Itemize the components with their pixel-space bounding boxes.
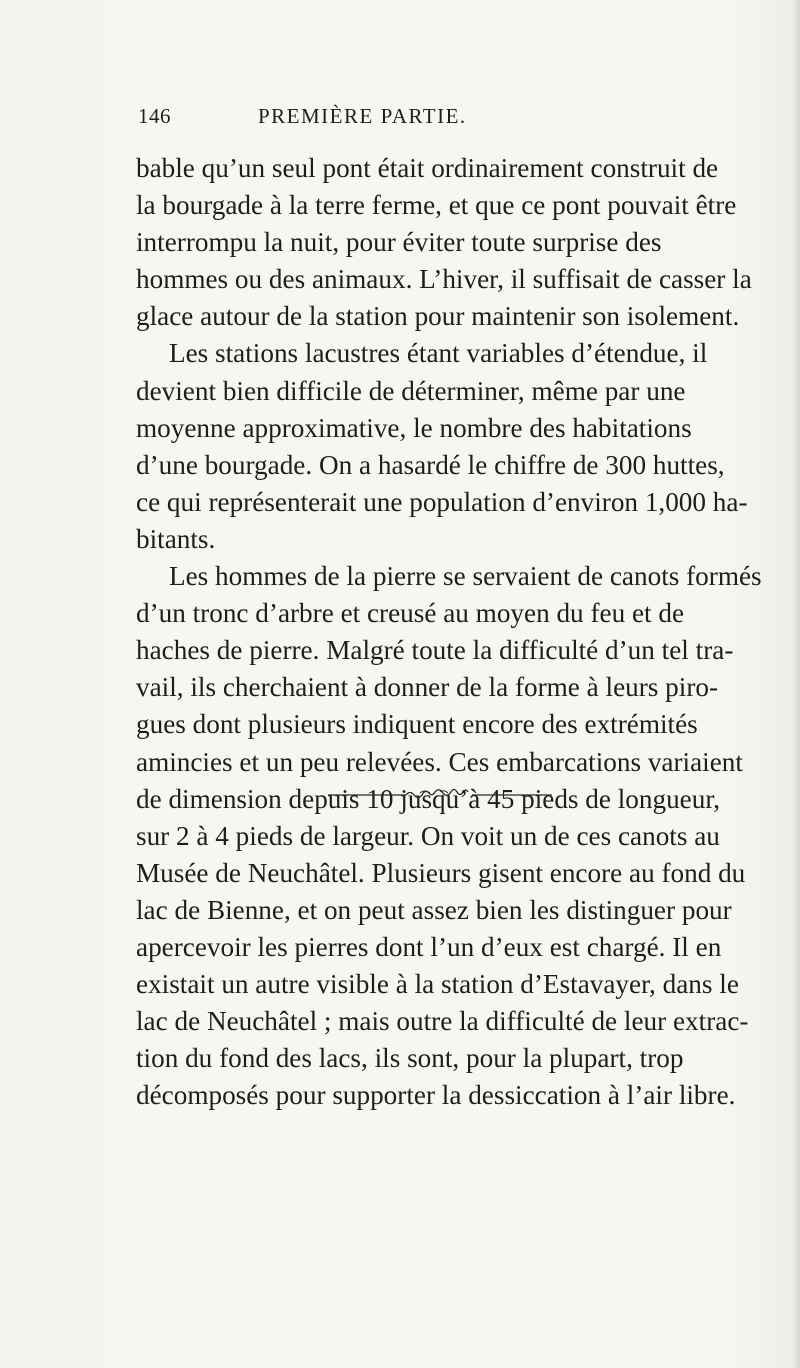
text-line: moyenne approximative, le nombre des habitations [136, 412, 692, 443]
text-line: vail, ils cherchaient à donner de la forme à leurs piro- [136, 672, 719, 703]
text-line: de dimension depuis 10 jusqu’à 45 pieds de longueur, [136, 783, 721, 814]
body-text [136, 150, 762, 1114]
text-line: bitants. [136, 523, 216, 554]
text-line: Musée de Neuchâtel. Plusieurs gisent encore au fond du [136, 857, 746, 888]
text-line: apercevoir les pierres dont l’un d’eux est chargé. Il en [136, 931, 722, 962]
tailpiece-ornament-icon [328, 788, 552, 802]
text-line: hommes ou des animaux. L’hiver, il suffisait de casser la [136, 264, 752, 295]
text-line: amincies et un peu relevées. Ces embarcations variaient [136, 746, 743, 777]
text-line: gues dont plusieurs indiquent encore des extrémités [136, 709, 698, 740]
text-line: d’une bourgade. On a hasardé le chiffre de 300 huttes, [136, 449, 725, 480]
running-head: PREMIÈRE PARTIE. [258, 104, 467, 128]
text-line: devient bien difficile de déterminer, même par une [136, 375, 686, 406]
text-line: ce qui représenterait une population d’environ 1,000 ha- [136, 486, 748, 517]
paragraph-start-line: Les stations lacustres étant variables d’étendue, il [169, 338, 708, 369]
text-line: décomposés pour supporter la dessiccation à l’air libre. [136, 1080, 736, 1111]
page-edge-shadow [792, 0, 800, 1368]
text-line: la bourgade à la terre ferme, et que ce pont pouvait être [136, 190, 737, 221]
text-line: lac de Bienne, et on peut assez bien les distinguer pour [136, 894, 732, 925]
text-line: d’un tronc d’arbre et creusé au moyen du feu et de [136, 598, 685, 629]
text-line: bable qu’un seul pont était ordinairement construit de [136, 153, 719, 183]
text-line: sur 2 à 4 pieds de largeur. On voit un de ces canots au [136, 820, 720, 851]
text-line: haches de pierre. Malgré toute la difficulté d’un tel tra- [136, 635, 734, 666]
text-line: interrompu la nuit, pour éviter toute surprise des [136, 227, 662, 258]
text-line: existait un autre visible à la station d’Estavayer, dans le [136, 969, 739, 1000]
text-line: glace autour de la station pour maintenir son isolement. [136, 301, 740, 332]
text-line: tion du fond des lacs, ils sont, pour la plupart, trop [136, 1043, 684, 1074]
page-number: 146 [138, 104, 171, 128]
page-header [0, 104, 800, 136]
paragraph-start-line: Les hommes de la pierre se servaient de canots formés [169, 561, 762, 592]
text-line: lac de Neuchâtel ; mais outre la difficulté de leur extrac- [136, 1006, 749, 1037]
